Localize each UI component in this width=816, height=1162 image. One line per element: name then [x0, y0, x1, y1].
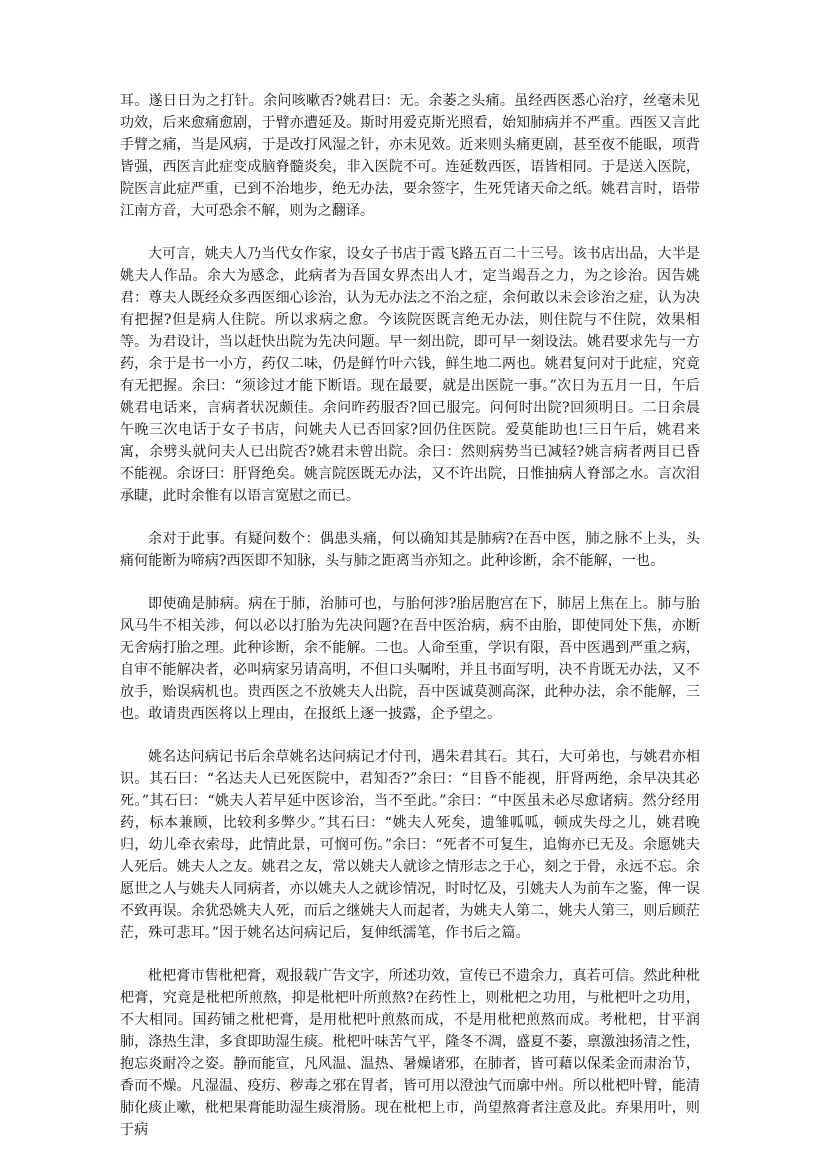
paragraph-5: 姚名达问病记书后余草姚名达问病记才付刊，遇朱君其石。其石，大可弟也，与姚君亦相识。其石曰：“名达夫人已死医院中，君知否?”余曰：“目昏不能视，肝肾两绝，余早决其必死。”其石曰：“姚夫人若早延中医诊治，当不至此。”余曰：“中医虽未必尽愈诸病。然分经用药，标本兼顾，比较利多弊少。”其石曰：“姚夫人死矣，遗雏呱呱，顿成失母之儿，姚君晚归，幼儿牵衣索母，此情此景，可悯可伤。”余曰：“死者不可复生，追悔亦已无及。余愿姚夫人死后。姚夫人之友。姚君之友，常以姚夫人就诊之情形志之于心，刻之于骨，永远不忘。余愿世之人与姚夫人同病者，亦以姚夫人之就诊情况，时时忆及，引姚夫人为前车之鉴，俾一误不致再误。余犹恐姚夫人死，而后之继姚夫人而起者，为姚夫人第二，姚夫人第三，则后顾茫茫，殊可悲耳。”因于姚名达问病记后，复伸纸濡笔，作书后之篇。: [120, 749, 700, 941]
paragraph-1: 耳。遂日日为之打针。余问咳嗽否?姚君曰：无。余萎之头痛。虽经西医悉心治疗，丝毫未见功效，后来愈痛愈剧，于臂亦遭延及。斯时用爱克斯光照看，始知肺病并不严重。西医又言此手臂之痛，当是风病，于是改打风湿之针，亦未见效。近来则头痛更剧，甚至夜不能眠，项背皆强，西医言此症变成脑脊髓炎矣，非入医院不可。连延数西医，语皆相同。于是送入医院，院医言此症严重，已到不治地步，绝无办法，要余签字，生死凭诸天命之纸。姚君言时，语带江南方音，大可恐余不解，则为之翻译。: [120, 93, 700, 219]
paragraph-2: 大可言，姚夫人乃当代女作家，设女子书店于霞飞路五百二十三号。该书店出品，大半是姚夫人作品。余大为感念，此病者为吾国女界杰出人才，定当竭吾之力，为之诊治。因告姚君：尊夫人既经众多西医细心诊治，认为无办法之不治之症，余何敢以未会诊治之症，认为决有把握?但是病人住院。所以求病之愈。今该院医既言绝无办法，则住院与不住院，效果相等。为君设计，当以赶快出院为先决问题。早一刻出院，即可早一刻设法。姚君要求先与一方药，余于是书一小方，药仅二味，仍是鲜竹叶六钱，鲜生地二两也。姚君复问对于此症，究竟有无把握。余曰：“须诊过才能下断语。现在最要，就是出医院一事。”次日为五月一日，午后姚君电话来，言病者状况颇佳。余问昨药服否?回已服完。问何时出院?回须明日。二日余晨午晚三次电话于女子书店，问姚夫人已否回家?回仍住医院。爱莫能助也!三日午后，姚君来寓，余劈头就问夫人已出院否?姚君未曾出院。余曰：然则病势当已减轻?姚言病者两目已昏不能视。余讶曰：肝肾绝矣。姚言院医既无办法，又不许出院，日惟抽病人脊部之水。言次泪承睫，此时余惟有以语言宽慰之而已。: [120, 246, 700, 504]
document-page: [120, 90, 700, 1162]
paragraph-4: 即使确是肺病。病在于肺，治肺可也，与胎何涉?胎居胞宫在下，肺居上焦在上。肺与胎风马牛不相关涉，何以必以打胎为先决问题?在吾中医治病，病不由胎，即使同处下焦，亦断无舍病打胎之理。此种诊断，余不能解。二也。人命至重，学识有限，吾中医遇到严重之病，自审不能解决者，必叫病家另请高明，不但口头嘱咐，并且书面写明，决不肯既无办法，又不放手，贻误病机也。贵西医之不放姚夫人出院，吾中医诚莫测高深，此种办法，余不能解，三也。敢请贵西医将以上理由，在报纸上逐一披露，企予望之。: [120, 596, 700, 722]
paragraph-6: 枇杷膏市售枇杷膏，观报载广告文字，所述功效，宣传已不遗余力，真若可信。然此种枇杷膏，究竟是枇杷所煎熬，抑是枇杷叶所煎熬?在药性上，则枇杷之功用，与枇杷叶之功用，不大相同。国药铺之枇杷膏，是用枇杷叶煎熬而成，不是用枇杷煎熬而成。考枇杷，甘平润肺，涤热生津，多食即助湿生痰。枇杷叶味苦气平，隆冬不凋，盛夏不萎，禀激浊扬清之性，抱忘炎耐冷之姿。静而能宣，凡风温、温热、暑燥诸邪，在肺者，皆可藉以保柔金而肃治节，香而不燥。凡湿温、疫疠、秽毒之邪在胃者，皆可用以澄浊气而廓中州。所以枇杷叶臂，能清肺化痰止嗽，枇杷果膏能助湿生痰滑肠。现在枇杷上市，尚望熬膏者注意及此。弃果用叶，则于病: [120, 968, 700, 1138]
paragraph-3: 余对于此事。有疑问数个：偶患头痛，何以确知其是肺病?在吾中医，肺之脉不上头，头痛何能断为啼病?西医即不知脉，头与肺之距离当亦知之。此种诊断，余不能解，一也。: [120, 531, 700, 569]
